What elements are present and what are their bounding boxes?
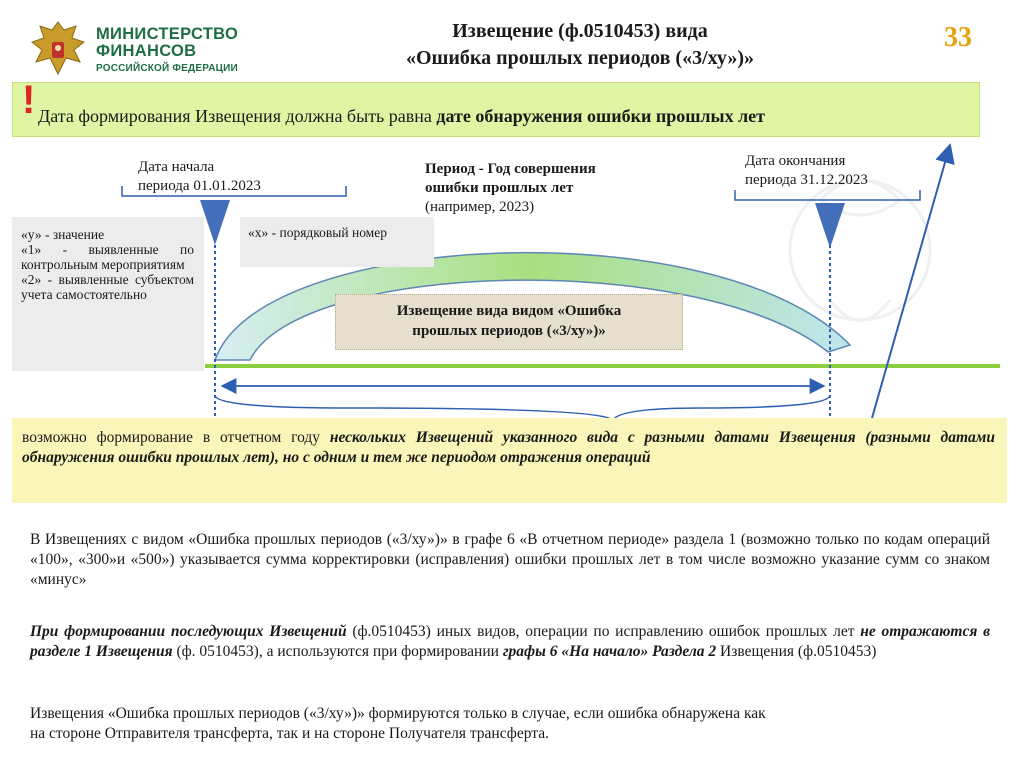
y-box-line2: «1» - выявленные по контрольным мероприятиям xyxy=(21,242,194,272)
exclamation-icon: ! xyxy=(22,78,36,122)
x-value-box: «х» - порядковый номер xyxy=(240,217,434,267)
banner-text-normal: Дата формирования Извещения должна быть равна xyxy=(38,106,437,126)
start-date-line2: периода 01.01.2023 xyxy=(138,178,261,194)
end-date-label xyxy=(745,152,868,190)
para2-part5: графы 6 «На начало» Раздела 2 xyxy=(502,643,717,660)
period-label xyxy=(425,160,596,217)
info-text-bold-italic: нескольких Извещений указанного вида с разными датами Извещения (разными датами обнаружения ошибки прошлых лет), но с одним и тем же периодом отражения операций xyxy=(22,429,995,466)
page-number: 33 xyxy=(944,22,972,53)
notice-type-box xyxy=(335,294,683,350)
period-line1: Период - Год совершения xyxy=(425,161,596,177)
para2-part3: не отражаются в разделе 1 Извещения xyxy=(30,623,990,660)
info-box xyxy=(12,418,1007,503)
para2-part2: (ф.0510453) иных видов, операции по исправлению ошибок прошлых лет xyxy=(346,623,861,640)
title-line2: «Ошибка прошлых периодов («3/ху»)» xyxy=(405,47,755,69)
ministry-line3: РОССИЙСКОЙ ФЕДЕРАЦИИ xyxy=(96,62,238,74)
ministry-line1: МИНИСТЕРСТВО xyxy=(96,25,239,43)
y-box-line3: «2» - выявленные субъектом учета самостоятельно xyxy=(21,272,194,302)
y-value-box xyxy=(12,217,204,371)
coat-of-arms-icon xyxy=(28,18,88,80)
banner-text-bold: дате обнаружения ошибки прошлых лет xyxy=(436,106,766,126)
start-date-line1: Дата начала xyxy=(138,159,215,175)
para3-line1: Извещения «Ошибка прошлых периодов («3/ху»)» формируются только в случае, если ошибка обнаружена как xyxy=(30,705,766,722)
end-date-line2: периода 31.12.2023 xyxy=(745,172,868,188)
info-bracket xyxy=(215,395,613,420)
para2-part6: Извещения (ф.0510453) xyxy=(716,643,877,660)
start-date-label xyxy=(138,158,261,196)
para3-line2: на стороне Отправителя трансферта, так и на стороне Получателя трансферта. xyxy=(30,725,549,742)
para2-part1: При формировании последующих Извещений xyxy=(30,623,347,640)
paragraph-section1: В Извещениях с видом «Ошибка прошлых периодов («3/ху»)» в графе 6 «В отчетном периоде» раздела 1 (возможно только по кодам операций «100», «300»и «500») указывается сумма корректировки (исправления) ошибки прошлых лет в том числе возможно указание сумм со знаком «минус» xyxy=(30,531,990,588)
slide-title xyxy=(300,18,860,72)
watermark-emblem xyxy=(790,180,930,320)
end-date-line1: Дата окончания xyxy=(745,153,846,169)
period-line2: ошибки прошлых лет xyxy=(425,180,574,196)
title-line1: Извещение (ф.0510453) вида xyxy=(452,20,708,42)
end-triangle xyxy=(815,203,845,248)
y-box-line1: «у» - значение xyxy=(21,227,105,242)
notice-box-line2: прошлых периодов («3/ху»)» xyxy=(412,323,606,339)
ministry-name xyxy=(96,26,238,74)
start-triangle xyxy=(200,200,230,245)
period-line3: (например, 2023) xyxy=(425,199,535,215)
para2-part4: (ф. 0510453), а используются при формировании xyxy=(172,643,503,660)
ministry-line2: ФИНАНСОВ xyxy=(96,42,197,61)
notice-box-line1: Извещение вида видом «Ошибка xyxy=(396,303,622,319)
banner-text xyxy=(38,105,765,127)
paragraph-transfer xyxy=(30,704,990,744)
paragraph-subsequent-notices xyxy=(30,622,990,662)
info-text-normal: возможно формирование в отчетном году xyxy=(22,429,330,446)
